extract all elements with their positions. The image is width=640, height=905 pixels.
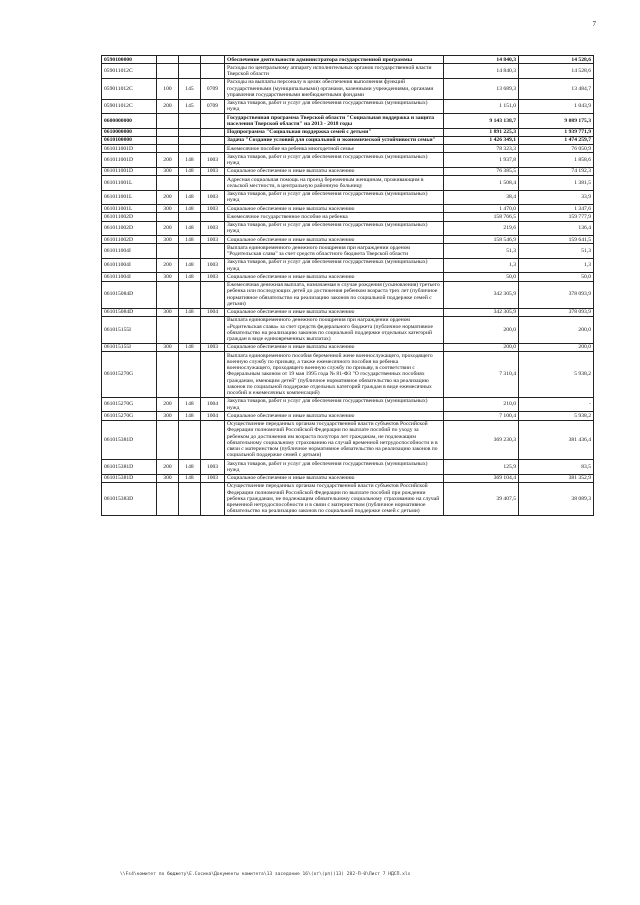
cell-amount-year1: 158 546,9 <box>444 236 519 244</box>
table-row <box>102 64 594 79</box>
cell-code: 0610000000 <box>102 128 157 136</box>
cell-description: Ежемесячное пособие на ребенка многодетной семье <box>225 145 444 153</box>
cell-description: Расходы по центральному аппарату исполнительных органов государственной власти Тверской области <box>225 64 444 79</box>
cell-section: 1003 <box>201 167 225 175</box>
table-row <box>102 482 594 515</box>
cell-section <box>201 128 225 136</box>
cell-expense-type <box>157 128 179 136</box>
cell-section: 1004 <box>201 308 225 316</box>
cell-code: 061015381D <box>102 420 157 460</box>
cell-admin-code: 148 <box>179 460 201 475</box>
cell-admin-code <box>179 56 201 64</box>
cell-description: Социальное обеспечение и иные выплаты населению <box>225 412 444 420</box>
cell-expense-type: 200 <box>157 397 179 412</box>
cell-admin-code: 148 <box>179 236 201 244</box>
cell-admin-code: 148 <box>179 474 201 482</box>
cell-expense-type: 200 <box>157 153 179 168</box>
cell-expense-type <box>157 352 179 398</box>
cell-code: 061011004I <box>102 273 157 281</box>
table-row <box>102 114 594 129</box>
cell-amount-year1: 1,3 <box>444 258 519 273</box>
cell-section <box>201 64 225 79</box>
cell-amount-year1: 78 323,3 <box>444 145 519 153</box>
table-row <box>102 153 594 168</box>
cell-admin-code: 148 <box>179 221 201 236</box>
cell-description: Социальное обеспечение и иные выплаты населению <box>225 343 444 351</box>
cell-expense-type: 200 <box>157 190 179 205</box>
cell-amount-year1: 76 385,5 <box>444 167 519 175</box>
cell-code: 061011002D <box>102 236 157 244</box>
cell-section <box>201 56 225 64</box>
cell-amount-year1: 51,3 <box>444 244 519 259</box>
table-row <box>102 236 594 244</box>
cell-description: Социальное обеспечение и иные выплаты населению <box>225 273 444 281</box>
cell-section <box>201 145 225 153</box>
cell-section: 1003 <box>201 221 225 236</box>
cell-admin-code <box>179 420 201 460</box>
cell-description: Расходы на выплаты персоналу в целях обеспечения выполнения функций государственными (муниципальными) органами, казенными учреждениями, органами управления государственными внебюджетными фондами <box>225 78 444 99</box>
cell-amount-year2: 136,4 <box>519 221 594 236</box>
cell-description: Задача "Создание условий для социальной и экономической устойчивости семьи" <box>225 136 444 144</box>
cell-expense-type <box>157 56 179 64</box>
cell-section: 1004 <box>201 397 225 412</box>
cell-amount-year1: 9 143 138,7 <box>444 114 519 129</box>
cell-expense-type: 300 <box>157 236 179 244</box>
cell-code: 061015270G <box>102 397 157 412</box>
cell-code: 0590100000 <box>102 56 157 64</box>
cell-code: 061015383D <box>102 482 157 515</box>
cell-admin-code: 148 <box>179 397 201 412</box>
cell-admin-code <box>179 213 201 221</box>
cell-description: Ежемесячное государственное пособие на ребенка <box>225 213 444 221</box>
cell-description: Выплата единовременного денежного поощрения при награждении орденом «Родительская слава» за счет средств федерального бюджета (публичное нормативное обязательство на реализацию законов по социальной поддержке отдельных категорий граждан в виде единовременных выплатах) <box>225 316 444 343</box>
cell-description: Ежемесячная денежная выплата, назначаемая в случае рождения (усыновления) третьего ребенка или последующих детей до достижения ребенком возраста трех лет (публичное нормативное обязательство на реализацию законов по социальной поддержке семей с детьми) <box>225 281 444 308</box>
cell-code: 061015270G <box>102 412 157 420</box>
cell-amount-year1: 200,0 <box>444 343 519 351</box>
cell-description: Адресная социальная помощь на проезд беременным женщинам, проживающим в сельской местности, в центральную районную больницу <box>225 176 444 191</box>
cell-amount-year1: 1 470,0 <box>444 205 519 213</box>
cell-amount-year1: 7 100,4 <box>444 412 519 420</box>
cell-amount-year1: 7 310,4 <box>444 352 519 398</box>
footer-file-path: \\Fs4\комитет по бюджету\Е.Сосина\Документы комитета\13 заседание 16\(от\(рп)(13) 282-П-0\Лист 7 НДСП.xls <box>120 872 411 877</box>
cell-description: Социальное обеспечение и иные выплаты населению <box>225 308 444 316</box>
cell-expense-type: 300 <box>157 474 179 482</box>
cell-expense-type: 300 <box>157 273 179 281</box>
cell-section <box>201 213 225 221</box>
cell-code: 061011001D <box>102 153 157 168</box>
cell-description: Закупка товаров, работ и услуг для обеспечения государственных (муниципальных) нужд <box>225 190 444 205</box>
cell-code: 061011001L <box>102 176 157 191</box>
cell-amount-year2: 13 484,7 <box>519 78 594 99</box>
cell-amount-year1: 125,9 <box>444 460 519 475</box>
cell-amount-year1: 210,0 <box>444 397 519 412</box>
table-row <box>102 474 594 482</box>
cell-description: Социальное обеспечение и иные выплаты населению <box>225 167 444 175</box>
cell-amount-year2: 200,0 <box>519 343 594 351</box>
cell-expense-type <box>157 482 179 515</box>
cell-amount-year2: 1,3 <box>519 258 594 273</box>
cell-amount-year2: 378 093,9 <box>519 281 594 308</box>
cell-admin-code: 145 <box>179 78 201 99</box>
cell-amount-year2: 381 436,4 <box>519 420 594 460</box>
cell-admin-code <box>179 145 201 153</box>
cell-section: 1003 <box>201 474 225 482</box>
table-row <box>102 258 594 273</box>
cell-admin-code: 148 <box>179 273 201 281</box>
cell-code: 061015381D <box>102 460 157 475</box>
cell-section <box>201 281 225 308</box>
cell-amount-year2: 1 474 259,7 <box>519 136 594 144</box>
cell-amount-year1: 1 426 349,1 <box>444 136 519 144</box>
cell-expense-type <box>157 136 179 144</box>
cell-expense-type <box>157 213 179 221</box>
budget-table <box>101 55 594 516</box>
cell-description: Осуществление переданных органам государственной власти субъектов Российской Федерации полномочий Российской Федерации по выплате пособий при рождении ребенка гражданам, не подлежащим обязательному социальному страхованию на случай временной нетрудоспособности и в связи с материнством (публичное нормативное обязательство на реализацию законов по социальной поддержке семей с детьми) <box>225 482 444 515</box>
cell-section <box>201 176 225 191</box>
cell-admin-code: 148 <box>179 205 201 213</box>
cell-amount-year1: 1 891 225,3 <box>444 128 519 136</box>
cell-code: 061011002D <box>102 213 157 221</box>
budget-table-body <box>102 56 594 516</box>
cell-description: Социальное обеспечение и иные выплаты населению <box>225 474 444 482</box>
cell-admin-code <box>179 244 201 259</box>
cell-section: 1003 <box>201 205 225 213</box>
cell-amount-year1: 200,0 <box>444 316 519 343</box>
cell-admin-code <box>179 316 201 343</box>
cell-description: Государственная программа Тверской области "Социальная поддержка и защита населения Тверской области" на 2013 - 2018 годы <box>225 114 444 129</box>
cell-amount-year1: 158 766,5 <box>444 213 519 221</box>
cell-amount-year2: 38 089,3 <box>519 482 594 515</box>
cell-amount-year2: 378 093,9 <box>519 308 594 316</box>
cell-expense-type <box>157 244 179 259</box>
table-row <box>102 190 594 205</box>
cell-admin-code: 148 <box>179 412 201 420</box>
cell-amount-year1: 39 407,5 <box>444 482 519 515</box>
cell-amount-year1: 38,4 <box>444 190 519 205</box>
cell-section: 1003 <box>201 236 225 244</box>
cell-admin-code <box>179 114 201 129</box>
cell-code: 061011001L <box>102 205 157 213</box>
cell-amount-year2: 1 381,5 <box>519 176 594 191</box>
cell-admin-code: 148 <box>179 308 201 316</box>
cell-admin-code: 148 <box>179 343 201 351</box>
cell-admin-code: 148 <box>179 190 201 205</box>
cell-section: 1003 <box>201 460 225 475</box>
cell-expense-type: 300 <box>157 343 179 351</box>
cell-expense-type: 200 <box>157 221 179 236</box>
cell-amount-year2: 1 939 771,9 <box>519 128 594 136</box>
cell-section: 1003 <box>201 153 225 168</box>
table-row <box>102 145 594 153</box>
cell-amount-year2: 14 528,6 <box>519 64 594 79</box>
cell-admin-code <box>179 482 201 515</box>
cell-admin-code <box>179 64 201 79</box>
cell-amount-year2: 33,9 <box>519 190 594 205</box>
cell-description: Выплата единовременного денежного поощрения при награждении орденом "Родительская слава" за счет средств областного бюджета Тверской области <box>225 244 444 259</box>
cell-amount-year1: 342 305,9 <box>444 281 519 308</box>
cell-description: Закупка товаров, работ и услуг для обеспечения государственных (муниципальных) нужд <box>225 460 444 475</box>
cell-code: 0610100000 <box>102 136 157 144</box>
cell-section: 1003 <box>201 190 225 205</box>
cell-amount-year2: 1 347,6 <box>519 205 594 213</box>
cell-code: 061015270G <box>102 352 157 398</box>
cell-amount-year1: 14 840,3 <box>444 64 519 79</box>
cell-section <box>201 352 225 398</box>
cell-expense-type: 300 <box>157 412 179 420</box>
cell-expense-type <box>157 64 179 79</box>
table-row <box>102 316 594 343</box>
cell-section: 0709 <box>201 99 225 114</box>
cell-section <box>201 136 225 144</box>
cell-description: Выплата единовременного пособия беременной жене военнослужащего, проходящего военную службу по призыву, а также ежемесячного пособия на ребенка военнослужащего, проходящего военную службу по призыву, в соответствии с Федеральным законом от 19 мая 1995 года № 81-ФЗ "О государственных пособиях гражданам, имеющим детей" (публичное нормативное обязательство на реализацию законов по социальной поддержке отдельных категорий граждан в виде ежемесячных пособий и ежемесячных компенсаций) <box>225 352 444 398</box>
cell-expense-type <box>157 420 179 460</box>
cell-expense-type <box>157 281 179 308</box>
cell-admin-code: 145 <box>179 99 201 114</box>
cell-amount-year2: 5 938,2 <box>519 412 594 420</box>
cell-expense-type: 200 <box>157 99 179 114</box>
cell-section <box>201 420 225 460</box>
cell-code: 061015084D <box>102 308 157 316</box>
cell-section: 1003 <box>201 258 225 273</box>
cell-admin-code <box>179 281 201 308</box>
cell-description: Обеспечение деятельности администратора государственной программы <box>225 56 444 64</box>
table-row <box>102 176 594 191</box>
cell-code: 059011012С <box>102 64 157 79</box>
cell-amount-year2: 159 777,9 <box>519 213 594 221</box>
cell-description: Закупка товаров, работ и услуг для обеспечения государственных (муниципальных) нужд <box>225 258 444 273</box>
cell-amount-year2: 159 641,5 <box>519 236 594 244</box>
cell-section <box>201 244 225 259</box>
cell-amount-year1: 1 151,0 <box>444 99 519 114</box>
cell-amount-year2: 51,3 <box>519 244 594 259</box>
cell-expense-type <box>157 316 179 343</box>
cell-code: 061011001D <box>102 167 157 175</box>
table-row <box>102 412 594 420</box>
cell-code: 061011004I <box>102 244 157 259</box>
table-row <box>102 136 594 144</box>
table-row <box>102 397 594 412</box>
table-row <box>102 352 594 398</box>
cell-admin-code <box>179 136 201 144</box>
cell-description: Подпрограмма "Социальная поддержка семей с детьми" <box>225 128 444 136</box>
table-row <box>102 78 594 99</box>
cell-amount-year1: 342 305,9 <box>444 308 519 316</box>
page-number: 7 <box>592 20 596 28</box>
cell-amount-year2: 200,0 <box>519 316 594 343</box>
cell-code: 061011001L <box>102 190 157 205</box>
table-row <box>102 244 594 259</box>
cell-code: 061011002D <box>102 221 157 236</box>
cell-admin-code: 148 <box>179 258 201 273</box>
cell-code: 061015381D <box>102 474 157 482</box>
cell-expense-type: 200 <box>157 258 179 273</box>
table-row <box>102 343 594 351</box>
cell-amount-year1: 369 230,3 <box>444 420 519 460</box>
table-row <box>102 308 594 316</box>
cell-code: 061015155I <box>102 343 157 351</box>
cell-amount-year2: 83,5 <box>519 460 594 475</box>
cell-description: Закупка товаров, работ и услуг для обеспечения государственных (муниципальных) нужд <box>225 99 444 114</box>
cell-amount-year2: - <box>519 397 594 412</box>
cell-description: Закупка товаров, работ и услуг для обеспечения государственных (муниципальных) нужд <box>225 397 444 412</box>
table-row <box>102 221 594 236</box>
table-row <box>102 99 594 114</box>
cell-section <box>201 316 225 343</box>
cell-amount-year2: 1 043,9 <box>519 99 594 114</box>
cell-code: 061011004I <box>102 258 157 273</box>
cell-expense-type <box>157 145 179 153</box>
table-row <box>102 273 594 281</box>
cell-description: Социальное обеспечение и иные выплаты населению <box>225 205 444 213</box>
cell-amount-year1: 1 937,8 <box>444 153 519 168</box>
cell-section <box>201 482 225 515</box>
table-row <box>102 460 594 475</box>
cell-code: 061015155I <box>102 316 157 343</box>
table-row <box>102 205 594 213</box>
cell-expense-type: 300 <box>157 167 179 175</box>
cell-amount-year1: 14 840,3 <box>444 56 519 64</box>
cell-description: Социальное обеспечение и иные выплаты населению <box>225 236 444 244</box>
cell-amount-year2: 5 938,2 <box>519 352 594 398</box>
cell-amount-year1: 1 508,4 <box>444 176 519 191</box>
cell-amount-year2: 9 089 175,3 <box>519 114 594 129</box>
cell-code: 0600000000 <box>102 114 157 129</box>
cell-amount-year1: 219,6 <box>444 221 519 236</box>
cell-expense-type <box>157 114 179 129</box>
cell-section: 1003 <box>201 273 225 281</box>
cell-amount-year2: 381 352,9 <box>519 474 594 482</box>
table-row <box>102 281 594 308</box>
cell-amount-year2: 14 528,6 <box>519 56 594 64</box>
cell-section <box>201 114 225 129</box>
cell-expense-type: 200 <box>157 460 179 475</box>
cell-admin-code: 148 <box>179 167 201 175</box>
cell-section: 0709 <box>201 78 225 99</box>
cell-section: 1003 <box>201 343 225 351</box>
cell-expense-type <box>157 176 179 191</box>
cell-admin-code: 148 <box>179 153 201 168</box>
cell-amount-year1: 369 104,4 <box>444 474 519 482</box>
cell-admin-code <box>179 176 201 191</box>
cell-code: 061011001D <box>102 145 157 153</box>
cell-amount-year2: 76 050,9 <box>519 145 594 153</box>
cell-description: Закупка товаров, работ и услуг для обеспечения государственных (муниципальных) нужд <box>225 153 444 168</box>
cell-admin-code <box>179 352 201 398</box>
cell-amount-year2: 74 192,3 <box>519 167 594 175</box>
table-row <box>102 56 594 64</box>
cell-amount-year2: 50,0 <box>519 273 594 281</box>
table-row <box>102 167 594 175</box>
table-row <box>102 213 594 221</box>
cell-code: 059011012С <box>102 78 157 99</box>
table-row <box>102 128 594 136</box>
cell-code: 061015084D <box>102 281 157 308</box>
cell-amount-year2: 1 858,6 <box>519 153 594 168</box>
cell-description: Осуществление переданных органам государственной власти субъектов Российской Федерации полномочий Российской Федерации по выплате пособий по уходу за ребенком до достижения им возраста полутора лет гражданам, не подлежащим обязательному социальному страхованию на случай временной нетрудоспособности и в связи с материнством (публичное нормативное обязательство на реализацию законов по социальной поддержке семей с детьми) <box>225 420 444 460</box>
cell-admin-code <box>179 128 201 136</box>
cell-amount-year1: 50,0 <box>444 273 519 281</box>
cell-description: Закупка товаров, работ и услуг для обеспечения государственных (муниципальных) нужд <box>225 221 444 236</box>
cell-expense-type: 300 <box>157 205 179 213</box>
cell-amount-year1: 13 689,3 <box>444 78 519 99</box>
cell-expense-type: 100 <box>157 78 179 99</box>
cell-expense-type: 300 <box>157 308 179 316</box>
cell-section: 1004 <box>201 412 225 420</box>
table-row <box>102 420 594 460</box>
cell-code: 059011012С <box>102 99 157 114</box>
